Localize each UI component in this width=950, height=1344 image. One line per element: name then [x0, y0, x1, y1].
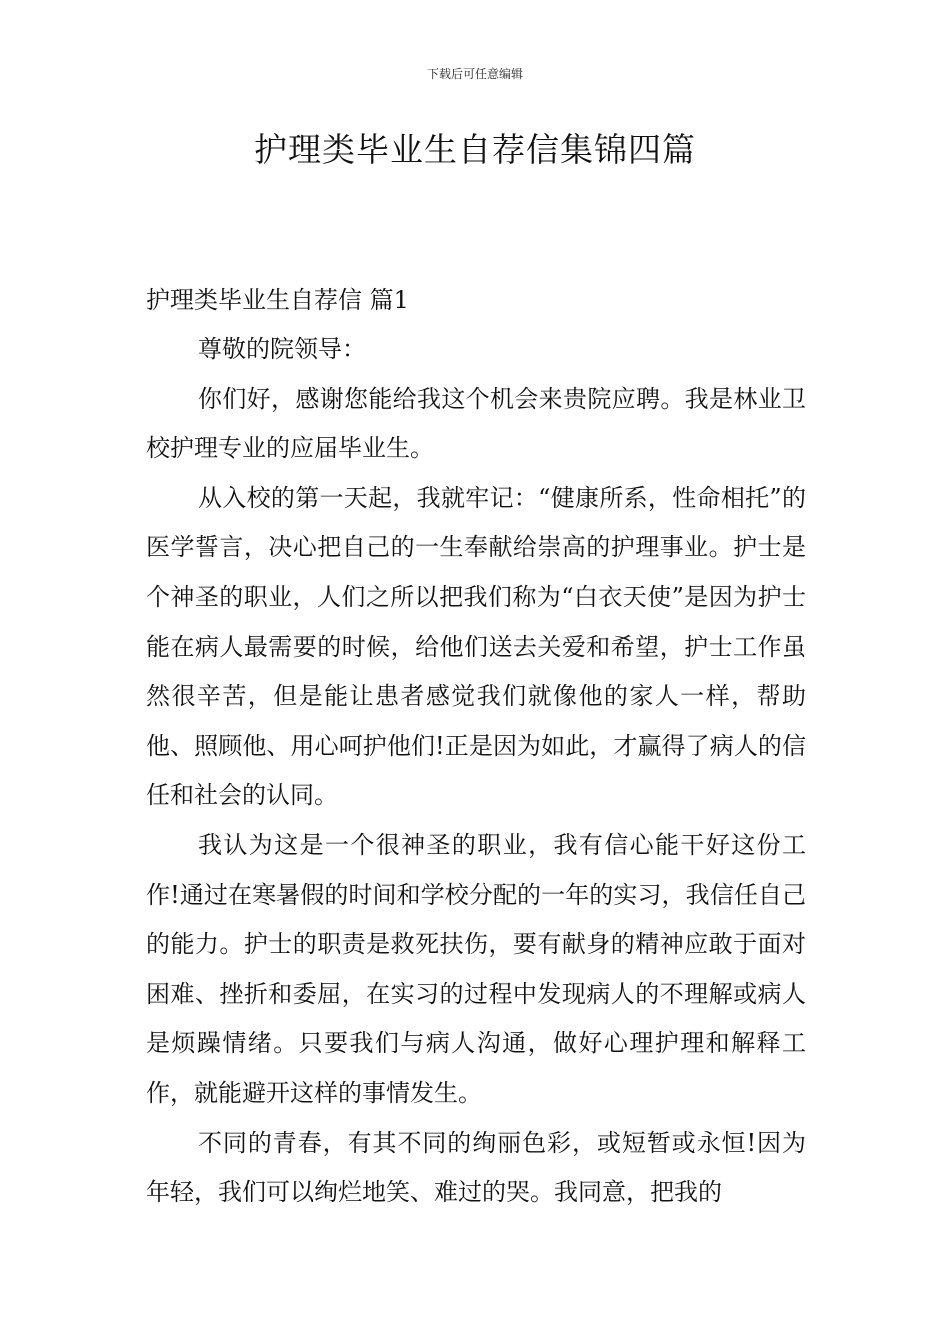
section-heading: 护理类毕业生自荐信 篇1 — [146, 286, 409, 314]
paragraph-oath: 从入校的第一天起，我就牢记：“健康所系，性命相托”的医学誓言，决心把自己的一生奉献给崇高的护理事业。护士是个神圣的职业，人们之所以把我们称为“白衣天使”是因为护士能在病人最需要的时候，给他们送去关爱和希望，护士工作虽然很辛苦，但是能让患者感觉我们就像他的家人一样，帮助他、照顾他、用心呵护他们!正是因为如此，才赢得了病人的信任和社会的认同。 — [146, 483, 806, 810]
header-note: 下载后可任意编辑 — [426, 67, 523, 81]
paragraph-youth: 不同的青春，有其不同的绚丽色彩，或短暂或永恒!因为年轻，我们可以绚烂地笑、难过的哭。我同意，把我的 — [146, 1128, 806, 1207]
document-title: 护理类毕业生自荐信集锦四篇 — [254, 130, 696, 169]
salutation: 尊敬的院领导： — [198, 335, 366, 363]
paragraph-intro: 你们好，感谢您能给我这个机会来贵院应聘。我是林业卫校护理专业的应届毕业生。 — [146, 384, 806, 463]
document-body — [146, 276, 806, 1218]
paragraph-confidence: 我认为这是一个很神圣的职业，我有信心能干好这份工作!通过在寒暑假的时间和学校分配的一年的实习，我信任自己的能力。护士的职责是救死扶伤，要有献身的精神应敢于面对困难、挫折和委屈，在实习的过程中发现病人的不理解或病人是烦躁情绪。只要我们与病人沟通，做好心理护理和解释工作，就能避开这样的事情发生。 — [146, 830, 806, 1107]
